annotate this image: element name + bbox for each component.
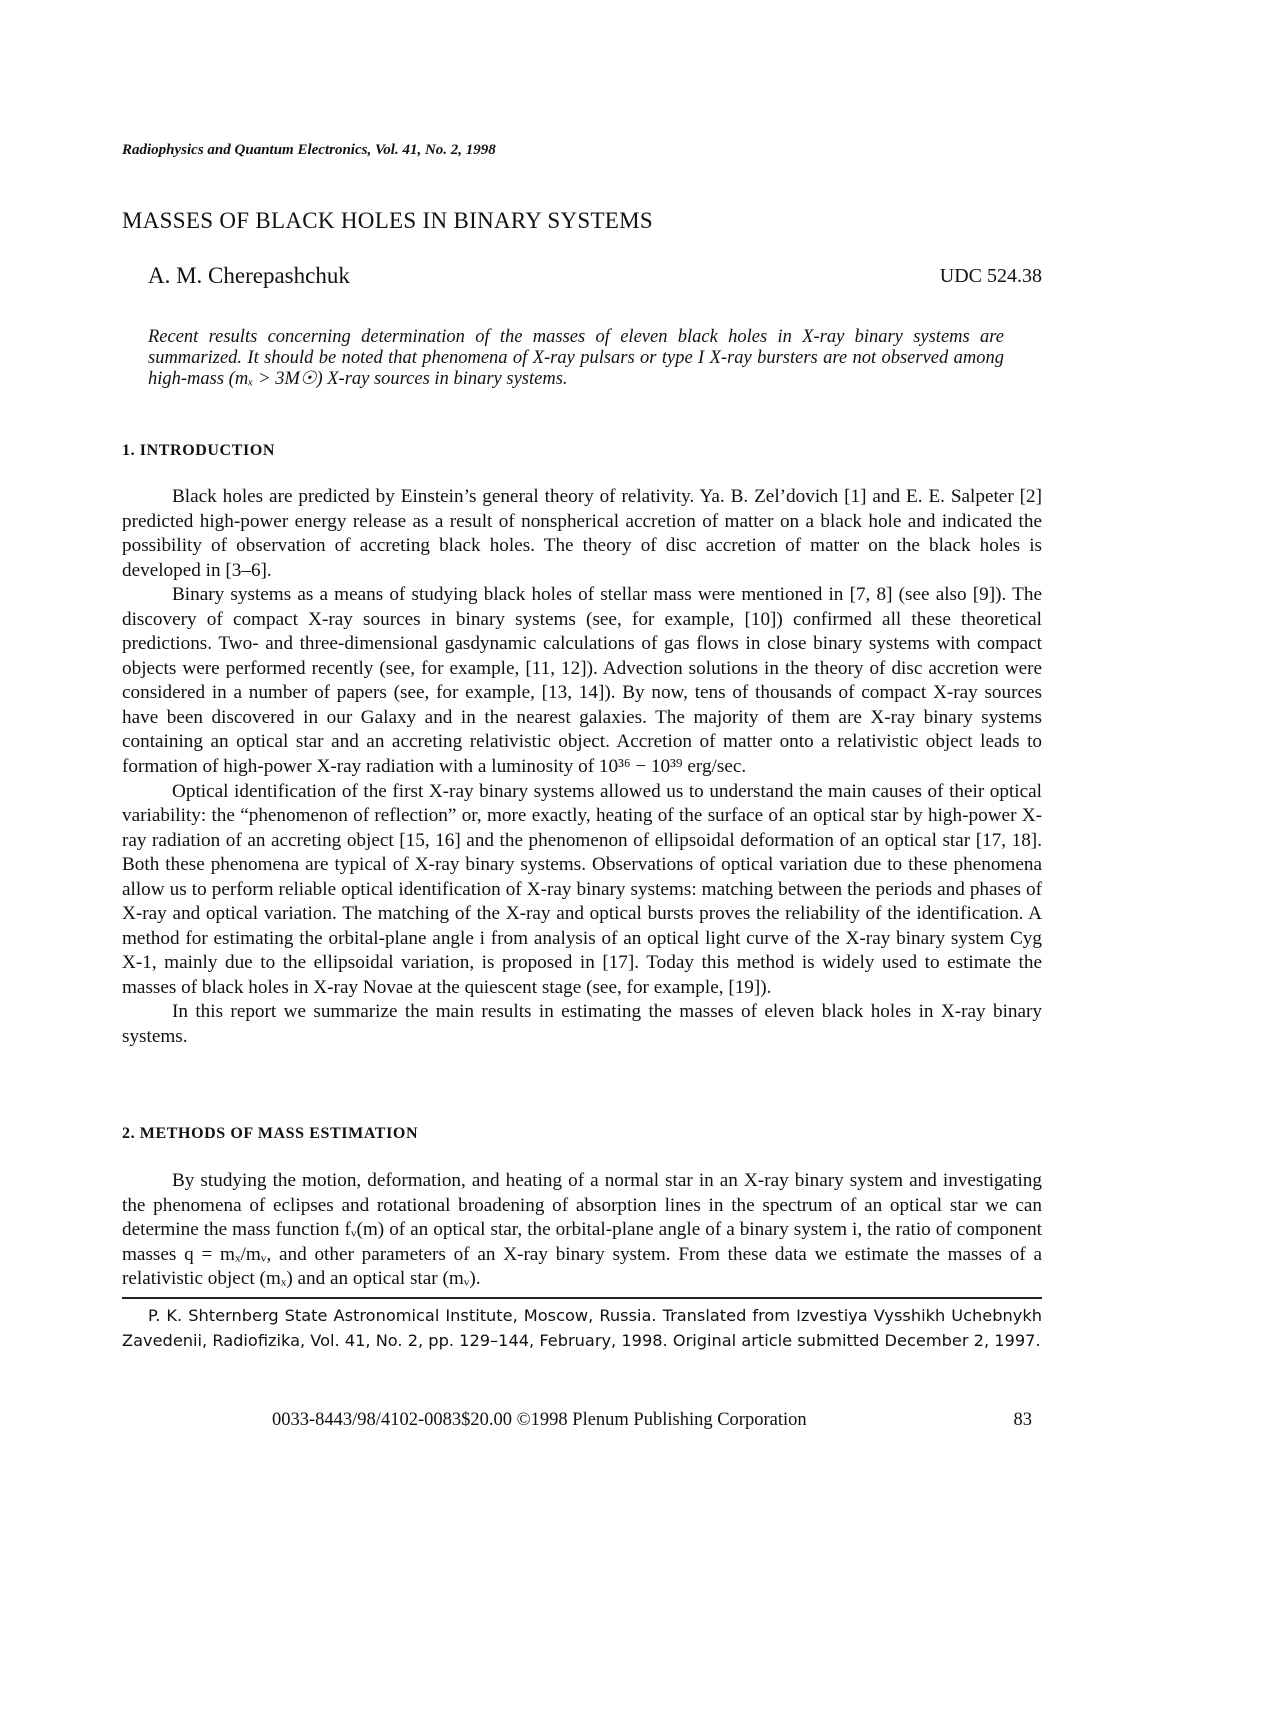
footnote-divider <box>122 1297 1042 1299</box>
section-heading-methods: 2. METHODS OF MASS ESTIMATION <box>122 1125 419 1142</box>
paragraph: Optical identification of the first X-ray binary systems allowed us to understand the main causes of their optical variability: the “phenomenon of reflection” or, more exactly, heating of the surface of an optical star by high-power X-ray radiation of an accreting object [15, 16] and the phenomenon of ellipsoidal deformation of an optical star [17, 18]. Both these phenomena are typical of X-ray binary systems. Observations of optical variation due to these phenomena allow us to perform reliable optical identification of X-ray binary systems: matching between the periods and phases of X-ray and optical variation. The matching of the X-ray and optical bursts proves the reliability of the identification. A method for estimating the orbital-plane angle i from analysis of an optical light curve of the X-ray binary system Cyg X-1, mainly due to the ellipsoidal variation, is proposed in [17]. Today this method is widely used to estimate the masses of black holes in X-ray Novae at the quiescent stage (see, for example, [19]). <box>122 780 1042 998</box>
author: A. M. Cherepashchuk <box>148 263 350 288</box>
abstract: Recent results concerning determination of the masses of eleven black holes in X-ray binary systems are summarized. It should be noted that phenomena of X-ray pulsars or type I X-ray bursters are not observed among high-mass (mₓ > 3M☉) X-ray sources in binary systems. <box>148 327 1004 389</box>
paragraph: Binary systems as a means of studying black holes of stellar mass were mentioned in [7, 8] (see also [9]). The discovery of compact X-ray sources in binary systems (see, for example, [10]) confirmed all these theoretical predictions. Two- and three-dimensional gasdynamic calculations of gas flows in close binary systems with compact objects were performed recently (see, for example, [11, 12]). Advection solutions in the theory of disc accretion were considered in a number of papers (see, for example, [13, 14]). By now, tens of thousands of compact X-ray sources have been discovered in our Galaxy and in the nearest galaxies. The majority of them are X-ray binary systems containing an optical star and an accreting relativistic object. Accretion of matter onto a relativistic object leads to formation of high-power X-ray radiation with a luminosity of 10³⁶ − 10³⁹ erg/sec. <box>122 584 1042 778</box>
footnote-text: P. K. Shternberg State Astronomical Institute, Moscow, Russia. Translated from Izvestiya Vysshikh Uchebnykh Zavedenii, Radiofizika, Vol. 41, No. 2, pp. 129–144, February, 1998. Original article submitted December 2, 1997. <box>122 1306 1042 1350</box>
paragraph: In this report we summarize the main results in estimating the masses of eleven black holes in X-ray binary systems. <box>122 1001 1042 1048</box>
page-number: 83 <box>1013 1410 1032 1430</box>
copyright-line: 0033-8443/98/4102-0083$20.00 ©1998 Plenum Publishing Corporation <box>272 1410 807 1430</box>
journal-header: Radiophysics and Quantum Electronics, Vol. 41, No. 2, 1998 <box>122 142 496 158</box>
udc-code: UDC 524.38 <box>939 265 1042 287</box>
footnote <box>122 1304 1042 1353</box>
paragraph: Black holes are predicted by Einstein’s general theory of relativity. Ya. B. Zel’dovich [1] and E. E. Salpeter [2] predicted high-power energy release as a result of nonspherical accretion of matter on a black hole and indicated the possibility of observation of accreting black holes. The theory of disc accretion of matter on the black holes is developed in [3–6]. <box>122 486 1042 581</box>
paper-title: MASSES OF BLACK HOLES IN BINARY SYSTEMS <box>122 208 653 233</box>
section-heading-introduction: 1. INTRODUCTION <box>122 442 276 459</box>
section-body-methods <box>122 1169 1042 1292</box>
section-body-introduction <box>122 485 1042 1050</box>
paragraph: By studying the motion, deformation, and heating of a normal star in an X-ray binary system and investigating the phenomena of eclipses and rotational broadening of absorption lines in the spectrum of an optical star we can determine the mass function fᵥ(m) of an optical star, the orbital-plane angle of a binary system i, the ratio of component masses q = mₓ/mᵥ, and other parameters of an X-ray binary system. From these data we estimate the masses of a relativistic object (mₓ) and an optical star (mᵥ). <box>122 1170 1042 1290</box>
